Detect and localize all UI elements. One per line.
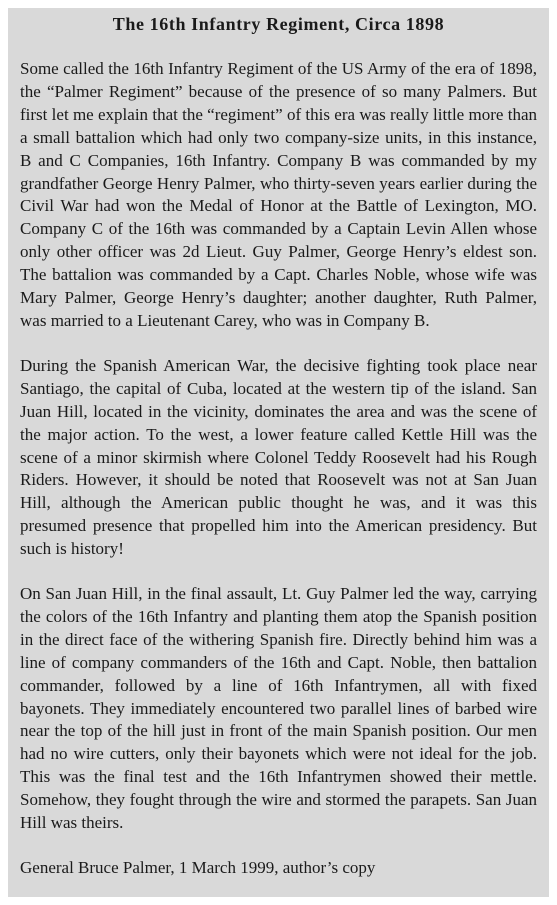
paragraph-spanish-american-war: During the Spanish American War, the decisive fighting took place near Santiago, the capital of Cuba, located at the western tip of the island. San Juan Hill, located in the vicinity, dominates the area and was the scene of the major action. To the west, a lower feature called Kettle Hill was the scene of a minor skirmish where Colonel Teddy Roosevelt had his Rough Riders. However, it should be noted that Roosevelt was not at San Juan Hill, although the American public thought he was, and it was this presumed presence that propelled him into the American presidency. But such is history! xyxy=(20,355,537,559)
paragraph-final-assault: On San Juan Hill, in the final assault, Lt. Guy Palmer led the way, carrying the colors of the 16th Infantry and planting them atop the Spanish position in the direct face of the withering Spanish fire. Directly behind him was a line of company commanders of the 16th and Capt. Noble, then battalion commander, followed by a line of 16th Infantrymen, all with fixed bayonets. They immediately encountered two parallel lines of barbed wire near the top of the hill just in front of the main Spanish position. Our men had no wire cutters, only their bayonets which were not ideal for the job. This was the final test and the 16th Infantrymen showed their mettle. Somehow, they fought through the wire and stormed the parapets. San Juan Hill was theirs. xyxy=(20,584,537,833)
document-page xyxy=(8,8,549,897)
document-title: The 16th Infantry Regiment, Circa 1898 xyxy=(112,14,445,34)
paragraph-regiment-overview: Some called the 16th Infantry Regiment of the US Army of the era of 1898, the “Palmer Regiment” because of the presence of so many Palmers. But first let me explain that the “regiment” of this era was really little more than a small battalion which had only two company-size units, in this instance, B and C Companies, 16th Infantry. Company B was commanded by my grandfather George Henry Palmer, who thirty-seven years earlier during the Civil War had won the Medal of Honor at the Battle of Lexington, MO. Company C of the 16th was commanded by a Captain Levin Allen whose only other officer was 2d Lieut. Guy Palmer, George Henry’s eldest son. The battalion was commanded by a Capt. Charles Noble, whose wife was Mary Palmer, George Henry’s daughter; another daughter, Ruth Palmer, was married to a Lieutenant Carey, who was in Company B. xyxy=(20,59,537,330)
author-signature-line: General Bruce Palmer, 1 March 1999, author’s copy xyxy=(20,858,376,877)
